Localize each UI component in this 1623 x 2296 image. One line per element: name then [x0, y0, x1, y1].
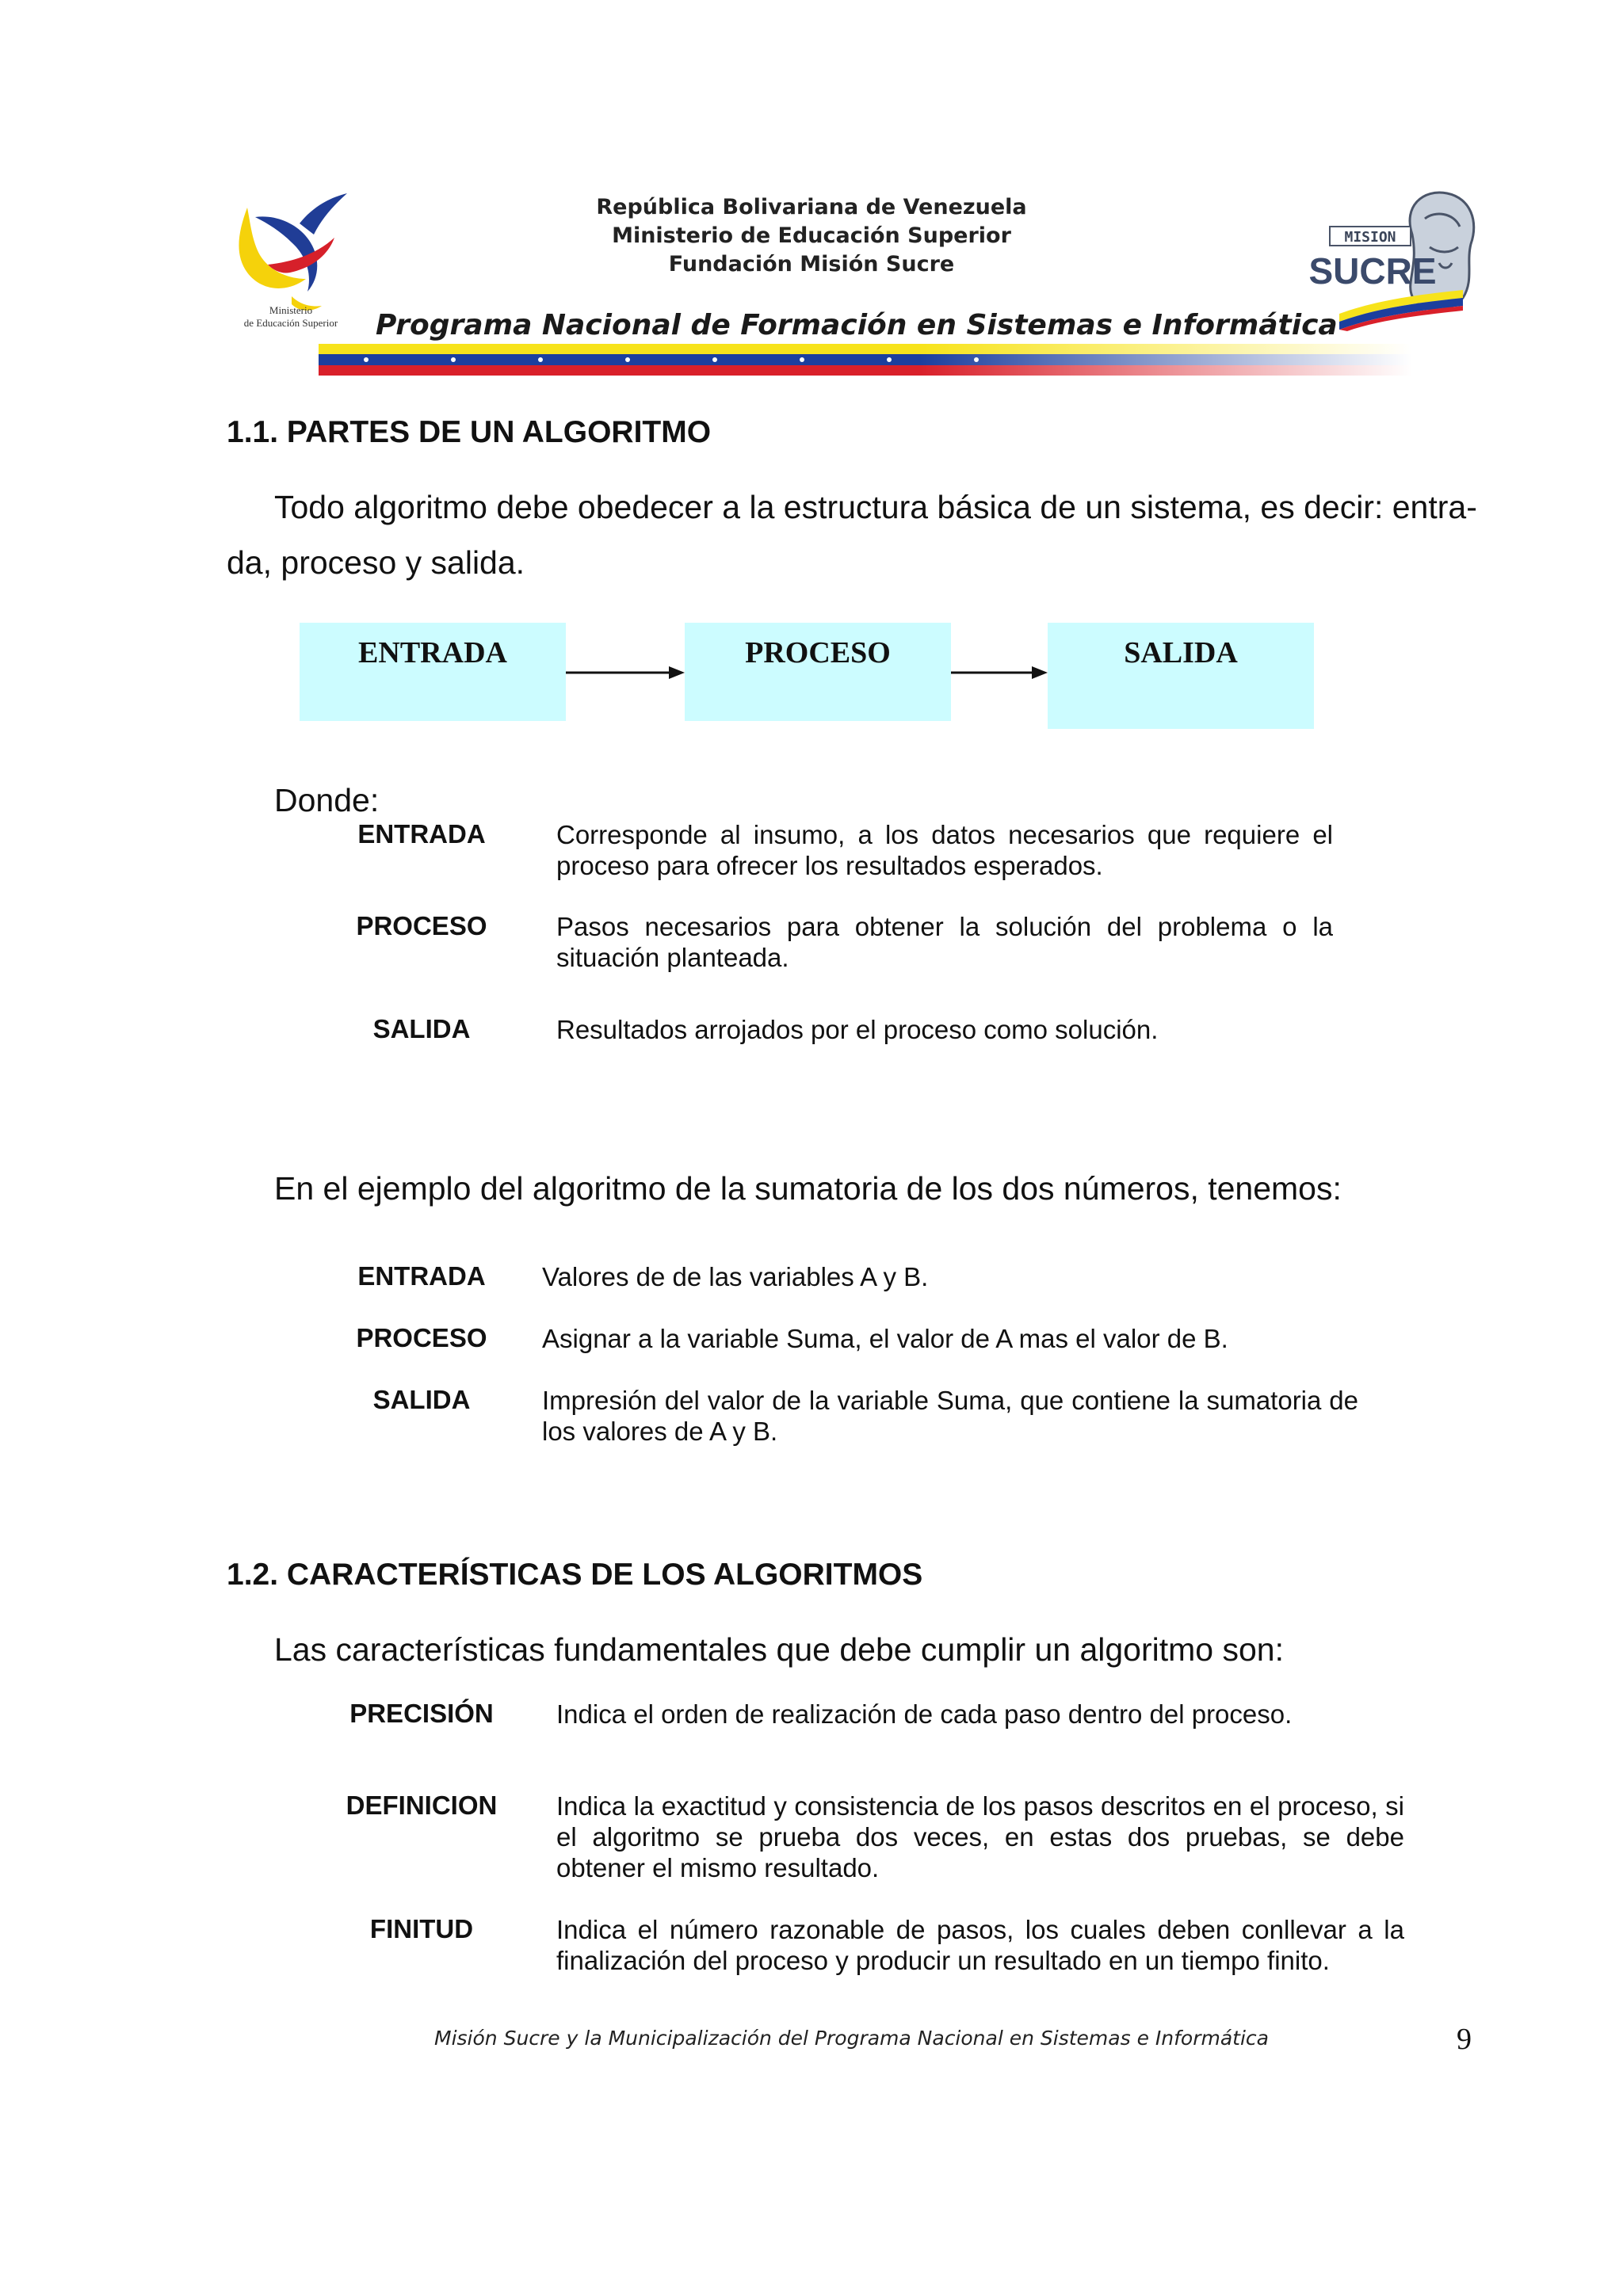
intro-line-1: Todo algoritmo debe obedecer a la estructura básica de un sistema, es decir: entra- [274, 489, 1477, 525]
donde-label: Donde: [274, 782, 380, 818]
characteristic-desc: Indica el número razonable de pasos, los cuales deben conllevar a la finalización del proceso y producir un resultado en un tiempo finito. [556, 1915, 1404, 1975]
example-term: ENTRADA [357, 1261, 486, 1291]
example-term: SALIDA [372, 1385, 471, 1414]
section-2-intro: Las características fundamentales que debe cumplir un algoritmo son: [274, 1631, 1284, 1668]
definition-term: ENTRADA [357, 819, 486, 849]
example-term: PROCESO [356, 1323, 487, 1352]
flow-box-proceso: PROCESO [685, 623, 951, 721]
footer-text: Misión Sucre y la Municipalización del Programa Nacional en Sistemas e Informática [434, 2027, 1269, 2050]
section-2-heading: 1.2. CARACTERÍSTICAS DE LOS ALGORITMOS [227, 1558, 923, 1592]
characteristic-term: DEFINICION [346, 1791, 498, 1820]
flow-box-salida: SALIDA [1048, 623, 1314, 729]
example-desc: Valores de de las variables A y B. [542, 1262, 929, 1291]
definition-desc: Corresponde al insumo, a los datos necesarios que requiere el proceso para ofrecer los resultados esperados. [556, 820, 1333, 880]
definition-term: SALIDA [372, 1014, 471, 1043]
header-line-1: República Bolivariana de Venezuela [596, 195, 1027, 219]
definition-desc: Pasos necesarios para obtener la solución del problema o la situación planteada. [556, 912, 1333, 972]
definition-term: PROCESO [356, 911, 487, 940]
header-line-2: Ministerio de Educación Superior [612, 223, 1011, 248]
characteristic-term: PRECISIÓN [349, 1699, 494, 1728]
program-title: Programa Nacional de Formación en Sistemas e Informática [376, 309, 1338, 341]
page-number: 9 [1457, 2023, 1472, 2056]
definition-desc: Resultados arrojados por el proceso como solución. [556, 1015, 1159, 1044]
header-line-3: Fundación Misión Sucre [668, 252, 955, 277]
flow-box-entrada: ENTRADA [300, 623, 566, 721]
flow-arrow-2 [951, 661, 1048, 685]
left-logo-caption-1: Ministerio [269, 304, 313, 316]
example-desc: Asignar a la variable Suma, el valor de A mas el valor de B. [542, 1324, 1228, 1353]
characteristic-term: FINITUD [369, 1914, 474, 1943]
example-intro: En el ejemplo del algoritmo de la sumatoria de los dos números, tenemos: [274, 1170, 1342, 1207]
characteristic-desc: Indica el orden de realización de cada paso dentro del proceso. [556, 1699, 1293, 1729]
mision-sucre-logo-icon [1308, 187, 1482, 331]
left-logo-caption-2: de Educación Superior [243, 317, 338, 329]
right-logo-main-text: SUCRE [1308, 250, 1437, 292]
flow-arrow-1 [566, 661, 685, 685]
intro-line-2: da, proceso y salida. [227, 544, 525, 581]
example-desc: Impresión del valor de la variable Suma, que contiene la sumatoria de los valores de A y B. [542, 1386, 1358, 1446]
venezuela-flag-band [319, 344, 1412, 376]
right-logo-top-text: MISION [1344, 229, 1396, 246]
characteristic-desc: Indica la exactitud y consistencia de los pasos descritos en el proceso, si el algoritmo se prueba dos veces, en estas dos pruebas, se debe obtener el mismo resultado. [556, 1791, 1404, 1882]
section-1-heading: 1.1. PARTES DE UN ALGORITMO [227, 415, 712, 449]
